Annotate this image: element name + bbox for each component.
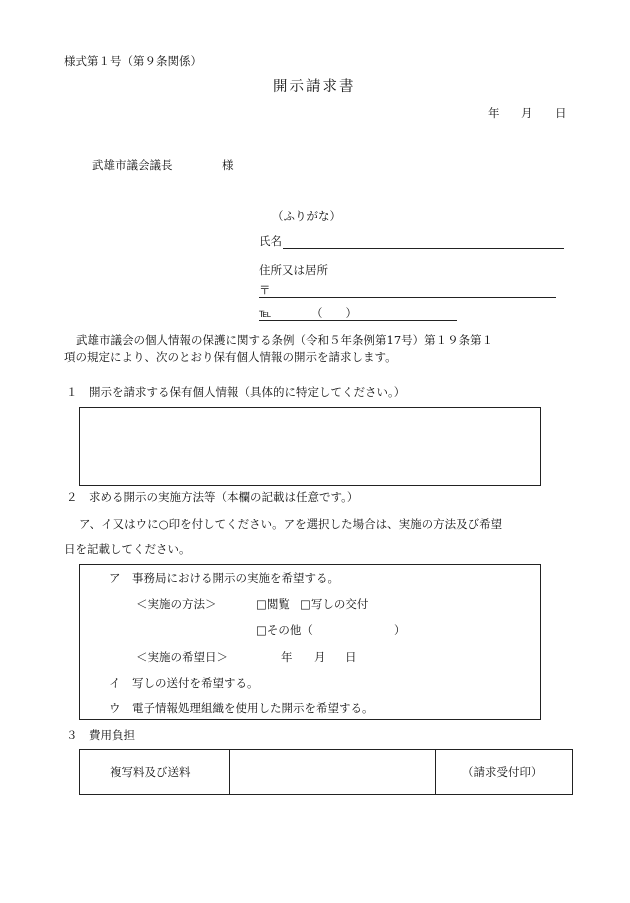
method-other-close: ） xyxy=(394,623,406,637)
tel-label: ℡ xyxy=(259,306,272,320)
desired-month[interactable]: 月 xyxy=(314,650,326,664)
option-i[interactable]: イ 写しの送付を希望する。 xyxy=(109,676,259,690)
desired-year[interactable]: 年 xyxy=(281,650,293,664)
name-field[interactable] xyxy=(283,248,564,249)
cost-table xyxy=(79,749,573,795)
stamp-label: （請求受付印） xyxy=(462,765,543,779)
cost-divider-1 xyxy=(229,750,230,794)
option-u[interactable]: ウ 電子情報処理組織を使用した開示を希望する。 xyxy=(109,701,374,715)
section1-heading: １ 開示を請求する保有個人情報（具体的に特定してください。） xyxy=(66,385,406,399)
date-day: 日 xyxy=(555,106,567,120)
cost-divider-2 xyxy=(435,750,436,794)
method-label: ＜実施の方法＞ xyxy=(136,597,217,611)
furigana-label: （ふりがな） xyxy=(272,209,341,223)
address-field[interactable] xyxy=(259,297,556,298)
form-number: 様式第１号（第９条関係） xyxy=(64,54,202,68)
section2-note-line-1: ア、イ又はウに○印を付してください。アを選択した場合は、実施の方法及び希望 xyxy=(79,517,503,531)
method-copy-checkbox[interactable]: □写しの交付 xyxy=(300,597,369,611)
method-view-checkbox[interactable]: □閲覧 xyxy=(256,597,290,611)
tel-parens: （ ） xyxy=(311,306,357,320)
section3-heading: ３ 費用負担 xyxy=(66,728,135,742)
name-label: 氏名 xyxy=(259,234,282,248)
requested-info-box[interactable] xyxy=(79,407,541,486)
section2-heading: ２ 求める開示の実施方法等（本欄の記載は任意です。） xyxy=(66,490,359,504)
date-month: 月 xyxy=(521,106,533,120)
postal-mark: 〒 xyxy=(259,283,271,297)
date-year: 年 xyxy=(488,106,500,120)
addressee-name: 武雄市議会議長 xyxy=(92,158,173,172)
addressee-honorific: 様 xyxy=(222,158,234,172)
page-title: 開示請求書 xyxy=(273,79,356,95)
address-label: 住所又は居所 xyxy=(259,263,328,277)
option-a[interactable]: ア 事務局における開示の実施を希望する。 xyxy=(109,571,339,585)
intro-line-2: 項の規定により、次のとおり保有個人情報の開示を請求します。 xyxy=(64,350,397,364)
tel-field[interactable] xyxy=(259,320,457,321)
intro-line-1: 武雄市議会の個人情報の保護に関する条例（令和５年条例第17号）第１９条第１ xyxy=(76,333,494,347)
cost-label: 複写料及び送料 xyxy=(110,765,191,779)
desired-day[interactable]: 日 xyxy=(345,650,357,664)
method-other-checkbox[interactable]: □その他（ xyxy=(256,623,313,637)
disclosure-method-box xyxy=(79,564,541,720)
section2-note-line-2: 日を記載してください。 xyxy=(64,542,191,556)
date-label: ＜実施の希望日＞ xyxy=(136,650,228,664)
